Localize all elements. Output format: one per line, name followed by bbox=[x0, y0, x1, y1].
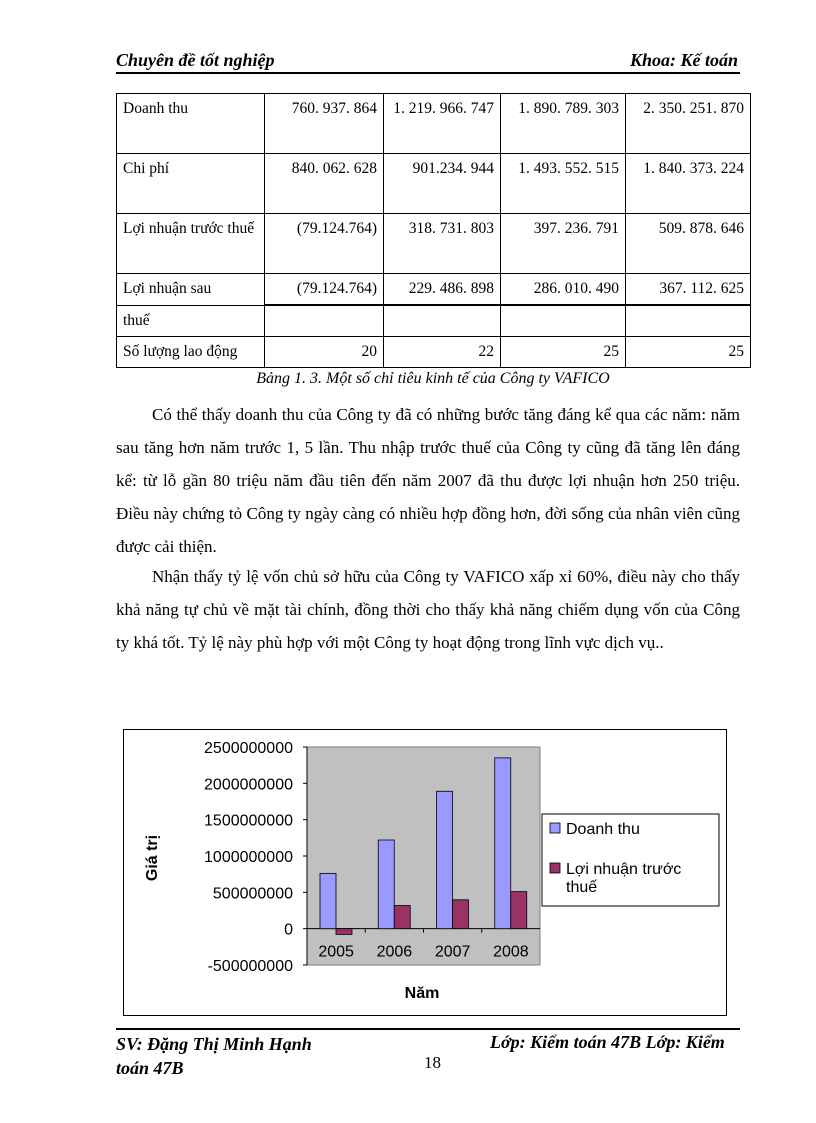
chart-container bbox=[123, 729, 727, 1016]
cell-value: 840. 062. 628 bbox=[265, 154, 384, 214]
row-label: Số lượng lao động bbox=[117, 336, 265, 367]
table-row bbox=[117, 274, 751, 306]
table-row bbox=[117, 305, 751, 336]
cell-value: 25 bbox=[501, 336, 626, 367]
x-tick-label: 2006 bbox=[376, 943, 413, 961]
table-row bbox=[117, 154, 751, 214]
cell-value: 760. 937. 864 bbox=[265, 94, 384, 154]
bar-loi-nhuan-2005 bbox=[336, 929, 352, 935]
legend-label-doanh-thu: Doanh thu bbox=[566, 821, 640, 838]
cell-value: 286. 010. 490 bbox=[501, 274, 626, 306]
cell-value: 229. 486. 898 bbox=[384, 274, 501, 306]
bar-chart bbox=[124, 730, 726, 1015]
empty-cell bbox=[384, 305, 501, 336]
bar-doanh-thu-2005 bbox=[320, 873, 336, 928]
cell-value: 1. 219. 966. 747 bbox=[384, 94, 501, 154]
empty-cell bbox=[501, 305, 626, 336]
table-caption: Bảng 1. 3. Một số chỉ tiêu kinh tế của Công ty VAFICO bbox=[256, 370, 610, 387]
cell-value: 901.234. 944 bbox=[384, 154, 501, 214]
row-label-continued: thuế bbox=[117, 305, 265, 336]
page-header bbox=[116, 48, 740, 74]
cell-value: (79.124.764) bbox=[265, 214, 384, 274]
cell-value: 318. 731. 803 bbox=[384, 214, 501, 274]
x-tick-label: 2008 bbox=[493, 943, 529, 961]
bar-loi-nhuan-2006 bbox=[394, 906, 410, 929]
cell-value: 22 bbox=[384, 336, 501, 367]
header-department: Khoa: Kế toán bbox=[629, 50, 738, 70]
cell-value: 20 bbox=[265, 336, 384, 367]
cell-value: 1. 840. 373. 224 bbox=[626, 154, 751, 214]
empty-cell bbox=[626, 305, 751, 336]
y-tick-label: 2000000000 bbox=[204, 776, 293, 794]
footer-class: Lớp: Kiểm toán 47B Lớp: Kiểm bbox=[490, 1032, 725, 1052]
table-row bbox=[117, 336, 751, 367]
bar-loi-nhuan-2008 bbox=[511, 892, 527, 929]
paragraph: Có thể thấy doanh thu của Công ty đã có những bước tăng đáng kể qua các năm: năm sau tăng hơn năm trước 1, 5 lần. Thu nhập trước thuế của Công ty cũng đã tăng lên đáng kể: từ lỗ gần 80 triệu năm đầu tiên đến năm 2007 đã thu được lợi nhuận hơn 250 triệu. Điều này chứng tỏ Công ty ngày càng có nhiều hợp đồng hơn, đời sống của nhân viên cũng được cải thiện. bbox=[116, 405, 740, 556]
paragraph: Nhận thấy tỷ lệ vốn chủ sở hữu của Công ty VAFICO xấp xỉ 60%, điều này cho thấy khả năng tự chủ về mặt tài chính, đồng thời cho thấy khả năng chiếm dụng vốn của Công ty khá tốt. Tỷ lệ này phù hợp với một Công ty hoạt động trong lĩnh vực dịch vụ.. bbox=[116, 567, 740, 652]
x-tick-label: 2007 bbox=[434, 943, 471, 961]
cell-value: 509. 878. 646 bbox=[626, 214, 751, 274]
cell-value: (79.124.764) bbox=[265, 274, 384, 306]
legend-swatch-doanh-thu bbox=[550, 823, 560, 833]
y-tick-label: 1500000000 bbox=[204, 812, 293, 830]
y-tick-label: 500000000 bbox=[212, 885, 293, 903]
footer-rule bbox=[116, 1028, 740, 1030]
indicators-table bbox=[116, 93, 751, 368]
legend-label-loi-nhuan: Lợi nhuận trước thuế bbox=[566, 861, 682, 896]
page-number: 18 bbox=[424, 1053, 441, 1072]
row-label: Doanh thu bbox=[117, 94, 265, 154]
y-axis-title: Giá trị bbox=[144, 834, 161, 882]
cell-value: 397. 236. 791 bbox=[501, 214, 626, 274]
cell-value: 367. 112. 625 bbox=[626, 274, 751, 306]
cell-value: 1. 493. 552. 515 bbox=[501, 154, 626, 214]
x-tick-label: 2005 bbox=[318, 943, 354, 961]
bar-doanh-thu-2006 bbox=[378, 840, 394, 929]
y-tick-label: 0 bbox=[284, 921, 293, 939]
legend-swatch-loi-nhuan bbox=[550, 863, 560, 873]
cell-value: 1. 890. 789. 303 bbox=[501, 94, 626, 154]
empty-cell bbox=[265, 305, 384, 336]
bar-doanh-thu-2008 bbox=[495, 758, 511, 929]
y-tick-label: -500000000 bbox=[207, 958, 293, 975]
student-name: SV: Đặng Thị Minh Hạnh bbox=[116, 1034, 312, 1054]
bar-doanh-thu-2007 bbox=[437, 791, 453, 928]
y-tick-label: 1000000000 bbox=[204, 849, 293, 866]
cell-value: 2. 350. 251. 870 bbox=[626, 94, 751, 154]
header-title: Chuyên đề tốt nghiệp bbox=[116, 50, 275, 70]
y-tick-label: 2500000000 bbox=[204, 740, 293, 757]
row-label: Chi phí bbox=[117, 154, 265, 214]
cell-value: 25 bbox=[626, 336, 751, 367]
table-row bbox=[117, 214, 751, 274]
row-label: Lợi nhuận sau bbox=[117, 274, 265, 306]
footer-student bbox=[116, 1032, 376, 1080]
bar-loi-nhuan-2007 bbox=[453, 900, 469, 929]
table-row bbox=[117, 94, 751, 154]
student-name-continued: toán 47B bbox=[116, 1058, 184, 1078]
row-label: Lợi nhuận trước thuế bbox=[117, 214, 265, 274]
x-axis-title: Năm bbox=[404, 985, 440, 1002]
